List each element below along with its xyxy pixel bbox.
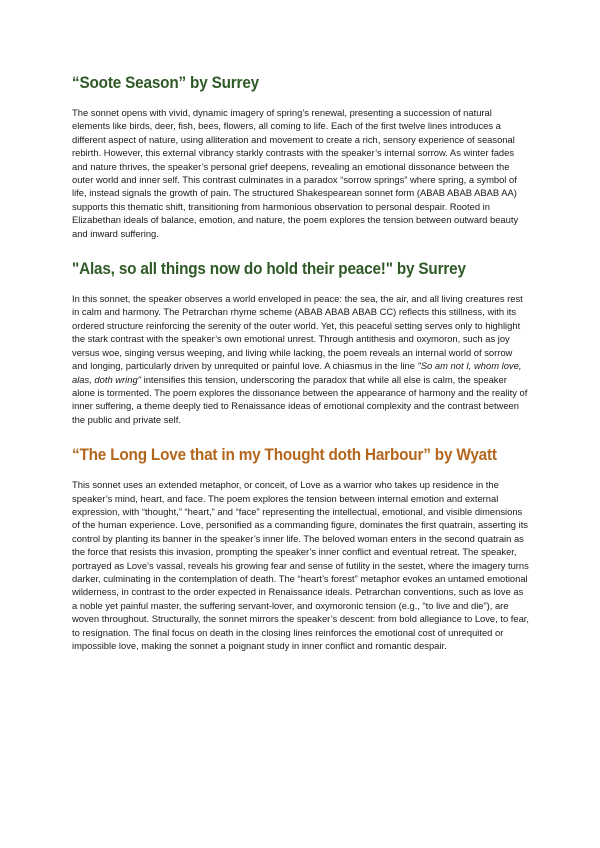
section-title-soote-season: “Soote Season” by Surrey	[72, 73, 260, 92]
section-title-long-love: “The Long Love that in my Thought doth Harbour” by Wyatt	[72, 445, 497, 465]
section-body-soote-season: The sonnet opens with vivid, dynamic imagery of spring’s renewal, presenting a succession of natural elements like birds, deer, fish, bees, flowers, all coming to life. Each of the first twelve lines introduces a different aspect of nature, using alliteration and movement to create a rich, sensory experience of seasonal rebirth. However, this external vibrancy starkly contrasts with the speaker’s internal sorrow. As winter fades and nature thrives, the speaker’s personal grief deepens, revealing an emotional dissonance between the outer world and inner self. This contrast culminates in a paradox “sorrow springs” where spring, a symbol of life, instead signals the growth of pain. The structured Shakespearean sonnet form (ABAB ABAB ABAB AA) supports this thematic shift, transitioning from harmonious observation to personal despair. Rooted in Elizabethan ideals of balance, emotion, and nature, the poem explores the tension between outward beauty and inward suffering.	[72, 107, 519, 239]
section-body-alas-part2: intensifies this tension, underscoring the paradox that while all else is calm, the speaker alone is tormented. The poem explores the dissonance between the appearance of harmony and the reality of inner suffering, a theme deeply tied to Renaissance ideas of emotional complexity and the contrast between the public and private self.	[72, 373, 528, 425]
section-body-alas	[72, 292, 530, 426]
section-body-alas-part1: In this sonnet, the speaker observes a world enveloped in peace: the sea, the air, and all living creatures rest in calm and harmony. The Petrarchan rhyme scheme (ABAB ABAB ABAB CC) reflects this stillness, with its ordered structure reinforcing the serenity of the outer world. Yet, this peaceful setting serves only to highlight the stark contrast with the speaker’s own emotional unrest. Through antithesis and oxymoron, such as joy versus woe, singing versus weeping, and living while lacking, the poem reveals an internal world of sorrow and longing, particularly driven by unrequited or painful love. A chiasmus in the line	[72, 293, 523, 372]
quoted-line: "So am not I, whom love, alas, doth wring"	[72, 360, 522, 385]
section-title-alas: "Alas, so all things now do hold their peace!" by Surrey	[72, 259, 466, 279]
section-body-long-love: This sonnet uses an extended metaphor, or conceit, of Love as a warrior who takes up residence in the speaker’s mind, heart, and face. The poem explores the tension between internal emotion and external expression, with “thought,” “heart,” and “face” representing the intellectual, emotional, and visible dimensions of the human experience. Love, personified as a commanding figure, dominates the first quatrain, asserting its control by planting its banner in the speaker’s inner life. The beloved woman enters in the second quatrain as the force that resists this invasion, prompting the speaker’s inner conflict and eventual retreat. The speaker, portrayed as Love’s vassal, reveals his growing fear and sense of futility in the sestet, where the imagery turns darker, culminating in the contemplation of death. The “heart’s forest” metaphor evokes an untamed emotional wilderness, in contrast to the order expected in Renaissance ideals. Petrarchan conventions, such as love as a noble yet painful master, the suffering servant-lover, and oxymoronic tension (e.g., “to live and die”), are woven throughout. Structurally, the sonnet mirrors the speaker’s descent: from bold allegiance to Love, to fear, to resignation. The final focus on death in the closing lines reinforces the emotional cost of unrequited or impossible love, making the sonnet a poignant study in inner conflict and romantic despair.	[72, 479, 530, 651]
